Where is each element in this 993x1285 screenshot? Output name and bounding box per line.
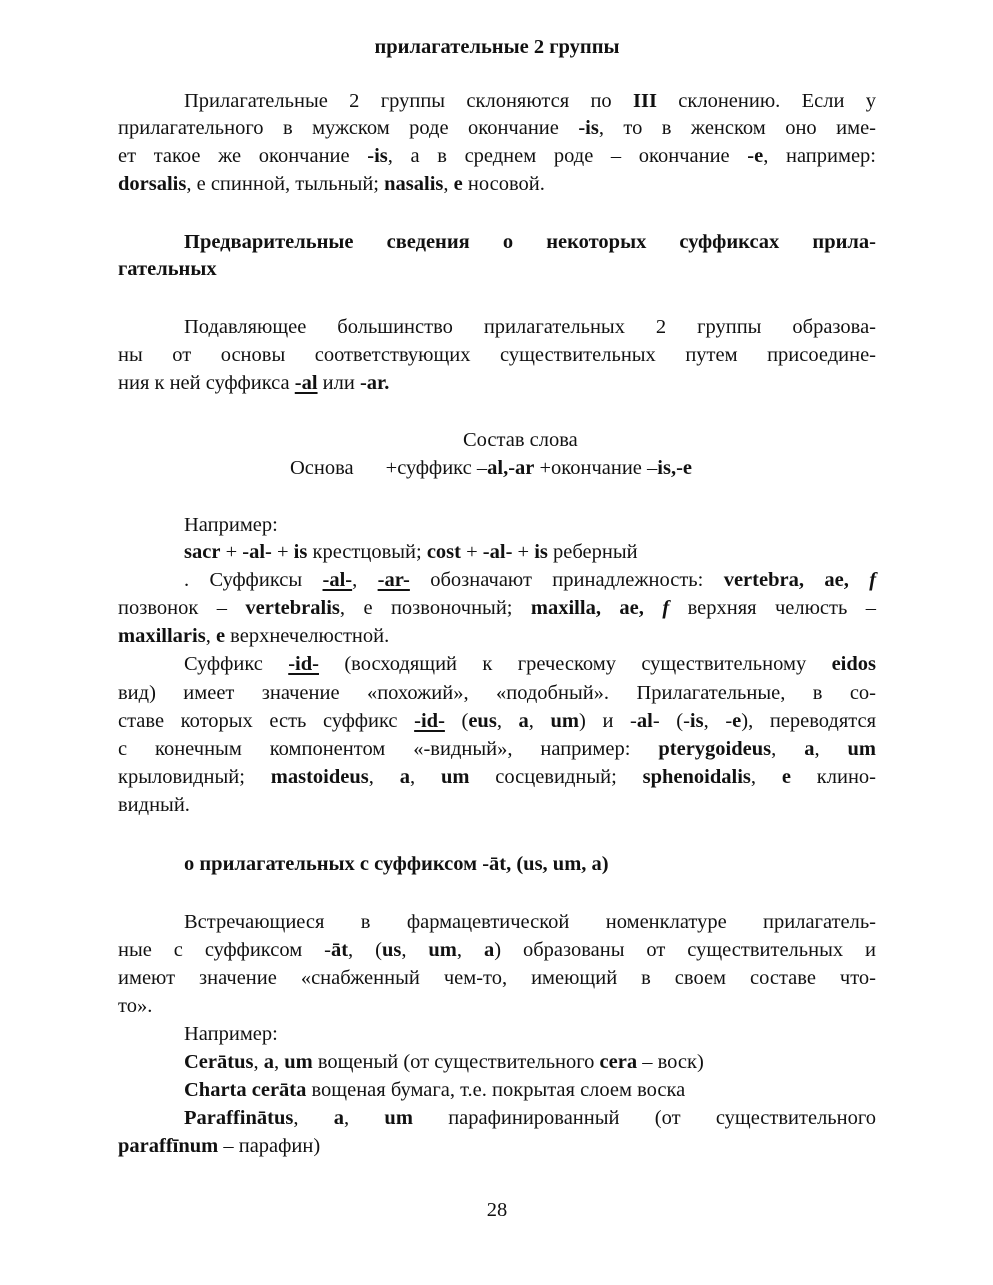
p2-line1: Подавляющее большинство прилагательных 2 группы образова- xyxy=(184,316,876,338)
example-line1: sacr + -al- + is крестцовый; cost + -al- + is реберный xyxy=(184,541,638,563)
p3-line6: видный. xyxy=(118,794,190,816)
p3-line1: Суффикс -id- (восходящий к греческому существительному eidos xyxy=(184,653,876,675)
p2-line2: ны от основы соответствующих существительных путем присоедине- xyxy=(118,344,876,366)
page-number: 28 xyxy=(486,1199,508,1221)
p3-line5: крыловидный; mastoideus, a, um сосцевидный; sphenoidalis, e клино- xyxy=(118,766,877,788)
p1-line1: Прилагательные 2 группы склоняются по III склонению. Если у xyxy=(184,90,877,112)
p3-line3: ставе которых есть суффикс -id- (eus, a, um) и -al- (-is, -e), переводятся xyxy=(118,710,877,732)
example2-line3: Paraffinātus, a, um парафинированный (от существительного xyxy=(184,1107,877,1129)
example-line4: maxillaris, е верхнечелюстной. xyxy=(118,625,390,647)
composition-formula: Основа +суффикс –al,-ar +окончание –is,-e xyxy=(290,457,693,479)
p4-line1: Встречающиеся в фармацевтической номенклатуре прилагатель- xyxy=(184,911,876,933)
example-line3: позвонок – vertebralis, е позвоночный; maxilla, ae, f верхняя челюсть – xyxy=(118,597,877,619)
p4-line2: ные с суффиксом -āt, (us, um, a) образованы от существительных и xyxy=(118,939,877,961)
section-heading-suffixes: Предварительные сведения о некоторых суффиксах прила- xyxy=(184,231,876,253)
example-line2: . Суффиксы -al-, -ar- обозначают принадлежность: vertebra, ae, f xyxy=(184,569,877,591)
p1-line4: dorsalis, е спинной, тыльный; nasalis, е носовой. xyxy=(118,173,545,195)
examples2-label: Например: xyxy=(184,1023,278,1045)
page-title: прилагательные 2 группы xyxy=(374,36,620,58)
example2-line2: Charta cerāta вощеная бумага, т.е. покрытая слоем воска xyxy=(184,1079,686,1101)
example2-line1: Cerātus, a, um вощеный (от существительного cera – воск) xyxy=(184,1051,704,1073)
section-heading-at-suffix: о прилагательных с суффиксом -āt, (us, um, a) xyxy=(184,853,609,875)
example2-line4: paraffīnum – парафин) xyxy=(118,1135,321,1157)
p1-line3: ет такое же окончание -is, а в среднем роде – окончание -е, например: xyxy=(118,145,877,167)
composition-title: Состав слова xyxy=(463,429,578,451)
p2-line3: ния к ней суффикса -al или -ar. xyxy=(118,372,390,394)
p4-line4: то». xyxy=(118,995,153,1017)
p4-line3: имеют значение «снабженный чем-то, имеющий в своем составе что- xyxy=(118,967,876,989)
p3-line4: с конечным компонентом «-видный», например: pterygoideus, a, um xyxy=(118,738,877,760)
p1-line2: прилагательного в мужском роде окончание -is, то в женском оно име- xyxy=(118,117,876,139)
section-heading-suffixes-cont: гательных xyxy=(118,258,217,280)
examples-label: Например: xyxy=(184,514,278,536)
p3-line2: вид) имеет значение «похожий», «подобный». Прилагательные, в со- xyxy=(118,682,876,704)
